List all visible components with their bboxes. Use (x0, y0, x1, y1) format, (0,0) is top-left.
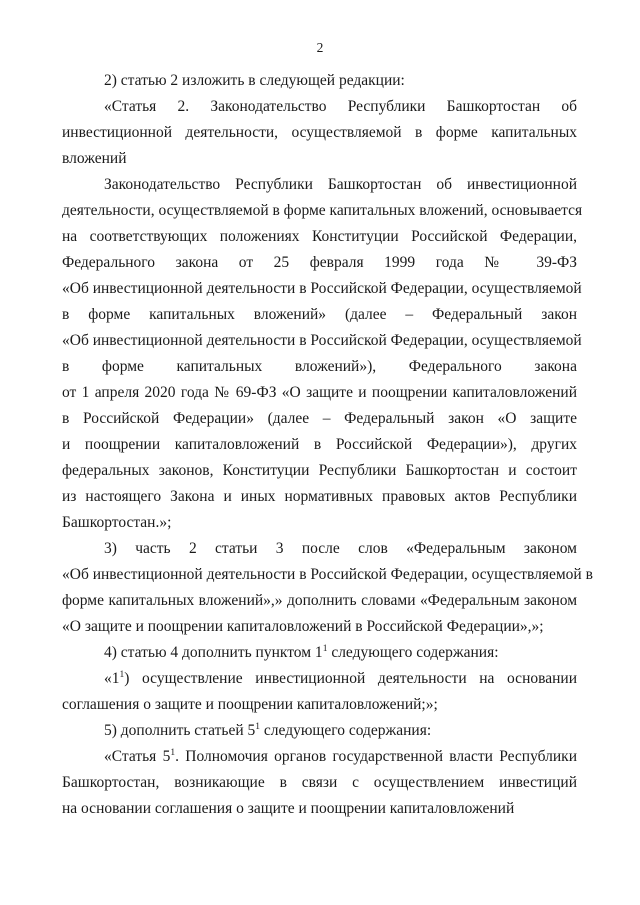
text-line (104, 666, 577, 692)
text-line: Законодательство Республики Башкортостан об инвестиционной (104, 176, 577, 193)
text-line: Башкортостан, возникающие в связи с осуществлением инвестиций (62, 774, 577, 791)
text-line: в Российской Федерации» (далее – Федеральный закон «О защите (62, 410, 577, 427)
text-line: форме капитальных вложений»,» дополнить словами «Федеральным законом (62, 592, 577, 609)
text-segment: «1 (104, 670, 120, 687)
superscript: 1 (255, 722, 261, 732)
text-line: инвестиционной деятельности, осуществляемой в форме капитальных (62, 124, 577, 141)
text-line: Федерального закона от 25 февраля 1999 года № 39-ФЗ (62, 254, 577, 271)
text-line: федеральных законов, Конституции Республики Башкортостан и состоит (62, 462, 577, 479)
text-line: от 1 апреля 2020 года № 69-ФЗ «О защите и поощрении капиталовложений (62, 384, 577, 401)
text-line: «Статья 2. Законодательство Республики Башкортостан об (104, 98, 577, 115)
text-line (104, 640, 577, 666)
superscript: 1 (170, 748, 176, 758)
text-segment: ) осуществление инвестиционной деятельности на основании (124, 670, 577, 687)
text-line: соглашения о защите и поощрении капиталовложений;»; (62, 696, 438, 713)
text-line: «О защите и поощрении капиталовложений в Российской Федерации»,»; (62, 618, 544, 635)
text-line: в форме капитальных вложений»), Федерального закона (62, 358, 577, 375)
text-line: «Об инвестиционной деятельности в Российской Федерации, осуществляемой (62, 280, 582, 297)
text-line: из настоящего Закона и иных нормативных правовых актов Республики (62, 488, 577, 505)
text-line: на основании соглашения о защите и поощрении капиталовложений (62, 800, 515, 817)
text-segment: . Полномочия органов государственной власти Республики (175, 748, 577, 765)
text-line: 2) статью 2 изложить в следующей редакции: (104, 72, 405, 89)
text-line (104, 718, 577, 744)
text-line: деятельности, осуществляемой в форме капитальных вложений, основывается (62, 202, 583, 219)
superscript: 1 (119, 670, 125, 680)
text-line: «Об инвестиционной деятельности в Российской Федерации, осуществляемой в (62, 566, 593, 583)
text-line: и поощрении капиталовложений в Российской Федерации»), других (62, 436, 577, 453)
text-line: Башкортостан.»; (62, 514, 172, 531)
text-line: 3) часть 2 статьи 3 после слов «Федеральным законом (104, 540, 577, 557)
text-segment: следующего содержания: (260, 722, 432, 739)
text-line: на соответствующих положениях Конституции Российской Федерации, (62, 228, 577, 245)
text-line (104, 744, 577, 770)
superscript: 1 (322, 644, 328, 654)
text-segment: следующего содержания: (327, 644, 499, 661)
text-line: в форме капитальных вложений» (далее – Федеральный закон (62, 306, 577, 323)
text-line: «Об инвестиционной деятельности в Российской Федерации, осуществляемой (62, 332, 582, 349)
text-line: вложений (62, 150, 127, 167)
page-number: 2 (316, 40, 324, 55)
text-segment: 4) статью 4 дополнить пунктом 1 (104, 644, 323, 661)
text-segment: 5) дополнить статьей 5 (104, 722, 256, 739)
text-segment: «Статья 5 (104, 748, 171, 765)
